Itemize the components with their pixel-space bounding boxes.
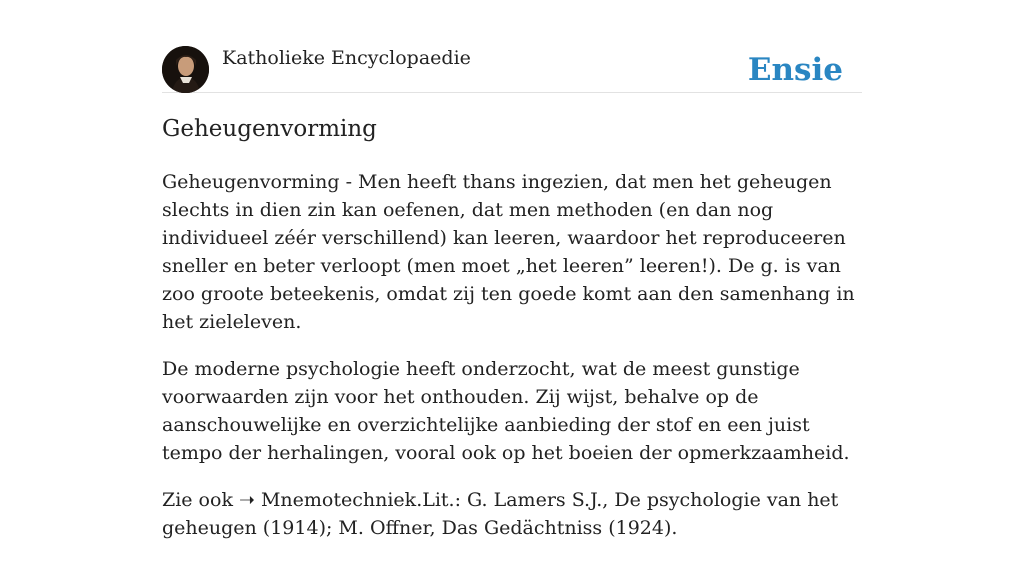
see-also-prefix: Zie ook ➝	[162, 489, 261, 511]
see-also	[162, 486, 867, 542]
portrait-avatar-icon[interactable]	[162, 46, 209, 93]
site-header	[162, 46, 862, 93]
paragraph-2: De moderne psychologie heeft onderzocht, wat de meest gunstige voorwaarden zijn voor het onthouden. Zij wijst, behalve op de aanschouwelijke en overzichtelijke aanbieding der stof en een juist tempo der herhalingen, vooral ook op het boeien der opmerkzaamheid.	[162, 358, 850, 464]
site-name[interactable]: Katholieke Encyclopaedie	[222, 47, 471, 69]
article-body	[162, 168, 867, 561]
page-title: Geheugenvorming	[162, 116, 377, 142]
see-also-link[interactable]: Mnemotechniek	[260, 489, 417, 511]
ensie-logo[interactable]: Ensie	[747, 52, 843, 88]
literature-text: .Lit.: G. Lamers S.J., De psychologie van het geheugen (1914); M. Offner, Das Gedächtniss (1924).	[162, 489, 839, 539]
paragraph-1: Geheugenvorming - Men heeft thans ingezien, dat men het geheugen slechts in dien zin kan oefenen, dat men methoden (en dan nog individueel zéér verschillend) kan leeren, waardoor het reproduceeren sneller en beter verloopt (men moet „het leeren” leeren!). De g. is van zoo groote beteekenis, omdat zij ten goede komt aan den samenhang in het zieleleven.	[162, 171, 855, 333]
